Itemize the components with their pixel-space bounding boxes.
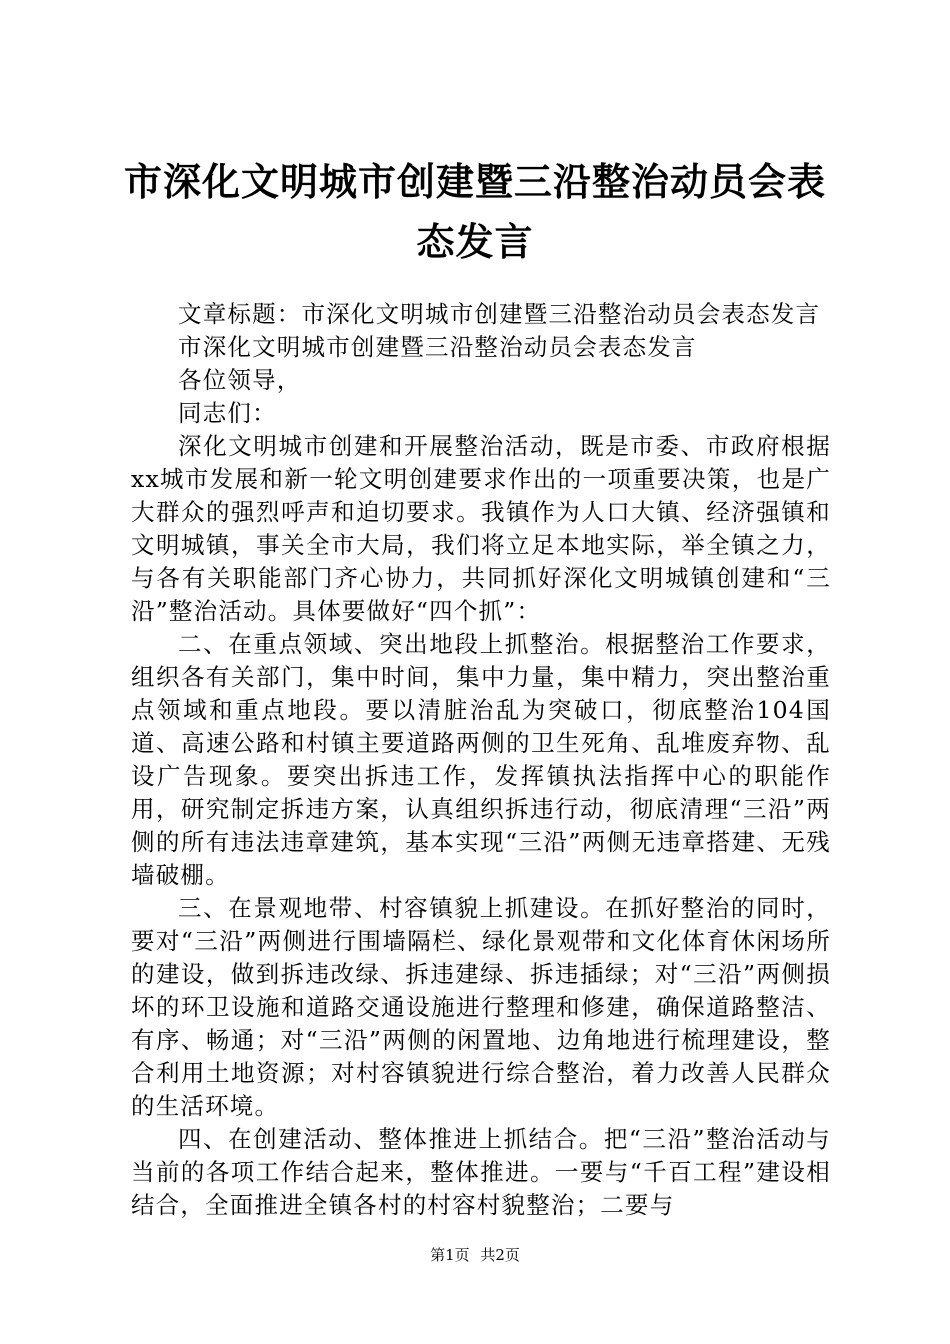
document-body bbox=[131, 298, 831, 1222]
document-title: 市深化文明城市创建暨三沿整治动员会表态发言 bbox=[123, 159, 826, 264]
paragraph-salutation-leaders: 各位领导， bbox=[178, 366, 302, 394]
paragraph-section-two: 二、在重点领域、突出地段上抓整治。根据整治工作要求，组织各有关部门，集中时间，集中力量，集中精力，突出整治重点领域和重点地段。要以清脏治乱为突破口，彻底整治104国道、高速公路和村镇主要道路两侧的卫生死角、乱堆废弃物、乱设广告现象。要突出拆违工作，发挥镇执法指挥中心的职能作用，研究制定拆违方案，认真组织拆违行动，彻底清理“三沿”两侧的所有违法违章建筑，基本实现“三沿”两侧无违章搭建、无残墙破棚。 bbox=[131, 630, 831, 889]
paragraph-article-title: 文章标题：市深化文明城市创建暨三沿整治动员会表态发言 bbox=[178, 300, 821, 328]
paragraph-section-three: 三、在景观地带、村容镇貌上抓建设。在抓好整治的同时，要对“三沿”两侧进行围墙隔栏、绿化景观带和文化体育休闲场所的建设，做到拆违改绿、拆违建绿、拆违插绿；对“三沿”两侧损坏的环卫设施和道路交通设施进行整理和修建，确保道路整洁、有序、畅通；对“三沿”两侧的闲置地、边角地进行梳理建设，整合利用土地资源；对村容镇貌进行综合整治，着力改善人民群众的生活环境。 bbox=[131, 894, 831, 1120]
paragraph-heading: 市深化文明城市创建暨三沿整治动员会表态发言 bbox=[178, 333, 697, 361]
paragraph-section-four: 四、在创建活动、整体推进上抓结合。把“三沿”整治活动与当前的各项工作结合起来，整体推进。一要与“千百工程”建设相结合，全面推进全镇各村的村容村貌整治；二要与 bbox=[131, 1125, 831, 1219]
page-total: 共2页 bbox=[480, 1246, 520, 1264]
page-footer bbox=[0, 1245, 950, 1265]
page-number: 第1页 bbox=[430, 1246, 470, 1264]
paragraph-salutation-comrades: 同志们： bbox=[178, 399, 277, 427]
paragraph-intro: 深化文明城市创建和开展整治活动，既是市委、市政府根据xx城市发展和新一轮文明创建要求作出的一项重要决策，也是广大群众的强烈呼声和迫切要求。我镇作为人口大镇、经济强镇和文明城镇，事关全市大局，我们将立足本地实际，举全镇之力，与各有关职能部门齐心协力，共同抓好深化文明城镇创建和“三沿”整治活动。具体要做好“四个抓”： bbox=[131, 432, 831, 625]
